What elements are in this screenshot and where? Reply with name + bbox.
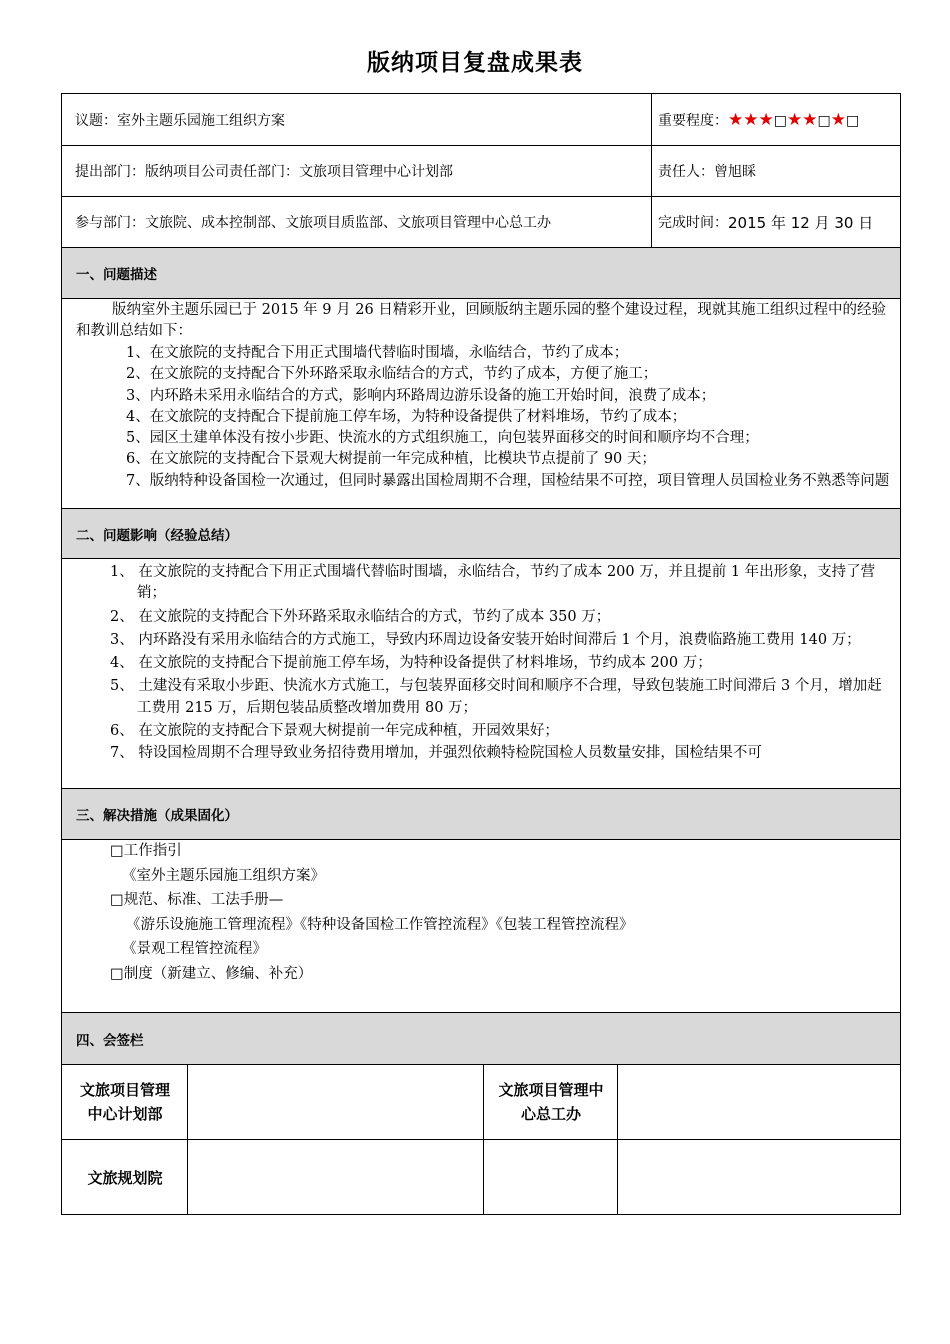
- section3-heading: 三、解决措施（成果固化）: [76, 808, 238, 824]
- star-filled-icon: ★: [802, 109, 818, 130]
- star-filled-icon: ★: [758, 109, 774, 130]
- list-item: 4、在文旅院的支持配合下提前施工停车场，为特种设备提供了材料堆场，节约了成本；: [126, 408, 687, 425]
- checkbox-empty-icon: □: [845, 112, 860, 129]
- section2-content: [62, 559, 900, 789]
- section1-list: [126, 343, 890, 492]
- sign-label-design-institute: 文旅规划院: [87, 1168, 163, 1187]
- star-filled-icon: ★: [728, 109, 744, 130]
- row-department: [62, 146, 900, 197]
- checkbox-item: □规范、标准、工法手册—: [110, 892, 284, 909]
- document-link: 《游乐设施施工管理流程》《特种设备国检工作管控流程》《包装工程管控流程》: [126, 916, 634, 933]
- department-label: 提出部门：版纳项目公司责任部门：文旅项目管理中心计划部: [75, 164, 453, 180]
- review-table: [61, 93, 901, 1215]
- checkbox-item: □制度（新建立、修编、补充）: [110, 965, 313, 982]
- section4-header: [62, 1013, 900, 1065]
- list-item: 7、 特设国检周期不合理导致业务招待费用增加，并强烈依赖特检院国检人员数量安排，国检结果不可: [110, 745, 762, 762]
- section1-content: [62, 299, 900, 509]
- topic-label: 议题：室外主题乐园施工组织方案: [75, 112, 285, 129]
- checkbox-item: □工作指引: [110, 843, 182, 859]
- section1-intro: 版纳室外主题乐园已于 2015 年 9 月 26 日精彩开业，回顾版纳主题乐园的整个建设过程，现就其施工组织过程中的经验和教训总结如下：: [76, 302, 886, 340]
- list-item: 3、内环路未采用永临结合的方式，影响内环路周边游乐设备的施工开始时间，浪费了成本；: [126, 387, 716, 404]
- importance-label: 重要程度：: [658, 112, 728, 129]
- section2-list: [110, 562, 888, 765]
- list-item: 5、 土建没有采取小步距、快流水方式施工，与包装界面移交时间和顺序不合理，导致包装施工时间滞后 3 个月，增加赶工费用 215 万，后期包装品质整改增加费用 80 万；: [110, 678, 882, 716]
- list-item: 2、在文旅院的支持配合下外环路采取永临结合的方式，节约了成本，方便了施工；: [126, 366, 658, 383]
- section1-heading: 一、问题描述: [76, 267, 157, 283]
- list-item: 6、在文旅院的支持配合下景观大树提前一年完成种植，比模块节点提前了 90 天；: [126, 451, 656, 468]
- list-item: 1、在文旅院的支持配合下用正式围墙代替临时围墙，永临结合，节约了成本；: [126, 345, 629, 361]
- section3-list: [110, 840, 634, 987]
- checkbox-empty-icon: □: [773, 112, 787, 129]
- completion-date: 2015 年 12 月 30 日: [728, 213, 874, 232]
- sign-label-engineering: 文旅项目管理中 心总工办: [498, 1081, 604, 1123]
- document-link: 《室外主题乐园施工组织方案》: [122, 867, 325, 884]
- section2-header: [62, 509, 900, 559]
- document-link: 《景观工程管控流程》: [122, 941, 267, 958]
- completion-cell: [652, 197, 900, 247]
- list-item: 5、园区土建单体没有按小步距、快流水的方式组织施工，向包装界面移交的时间和顺序均不合理；: [126, 430, 759, 447]
- list-item: 1、 在文旅院的支持配合下用正式围墙代替临时围墙，永临结合，节约了成本 200 万，并且提前 1 年出形象，支持了营销；: [110, 564, 876, 602]
- sign-label-planning: 文旅项目管理 中心计划部: [79, 1081, 170, 1123]
- list-item: 2、 在文旅院的支持配合下外环路采取永临结合的方式，节约了成本 350 万；: [110, 608, 611, 625]
- section1-header: [62, 248, 900, 299]
- list-item: 4、 在文旅院的支持配合下提前施工停车场，为特种设备提供了材料堆场，节约成本 200 万；: [110, 655, 712, 672]
- star-filled-icon: ★: [786, 109, 803, 130]
- section3-content: [62, 840, 900, 1013]
- participants-label: 参与部门：文旅院、成本控制部、文旅项目质监部、文旅项目管理中心总工办: [75, 215, 551, 231]
- page-title: 版纳项目复盘成果表: [367, 50, 583, 76]
- owner-label: 责任人：曾旭睬: [658, 164, 756, 180]
- list-item: 7、版纳特种设备国检一次通过，但同时暴露出国检周期不合理，国检结果不可控，项目管理人员国检业务不熟悉等问题: [126, 472, 890, 489]
- importance-cell: [652, 94, 900, 145]
- row-participants: [62, 197, 900, 248]
- row-topic: [62, 94, 900, 146]
- sign-row-2: [62, 1140, 900, 1215]
- list-item: 6、 在文旅院的支持配合下景观大树提前一年完成种植，开园效果好；: [110, 723, 559, 740]
- checkbox-empty-icon: □: [817, 112, 831, 129]
- section2-heading: 二、问题影响（经验总结）: [76, 527, 238, 544]
- importance-rating: [728, 110, 859, 130]
- star-filled-icon: ★: [830, 109, 846, 130]
- star-filled-icon: ★: [743, 109, 759, 130]
- section4-heading: 四、会签栏: [76, 1032, 144, 1049]
- sign-row-1: [62, 1065, 900, 1140]
- list-item: 3、 内环路没有采用永临结合的方式施工，导致内环周边设备安装开始时间滞后 1 个月，浪费临路施工费用 140 万；: [110, 631, 861, 648]
- completion-label: 完成时间：: [658, 215, 728, 231]
- section3-header: [62, 789, 900, 840]
